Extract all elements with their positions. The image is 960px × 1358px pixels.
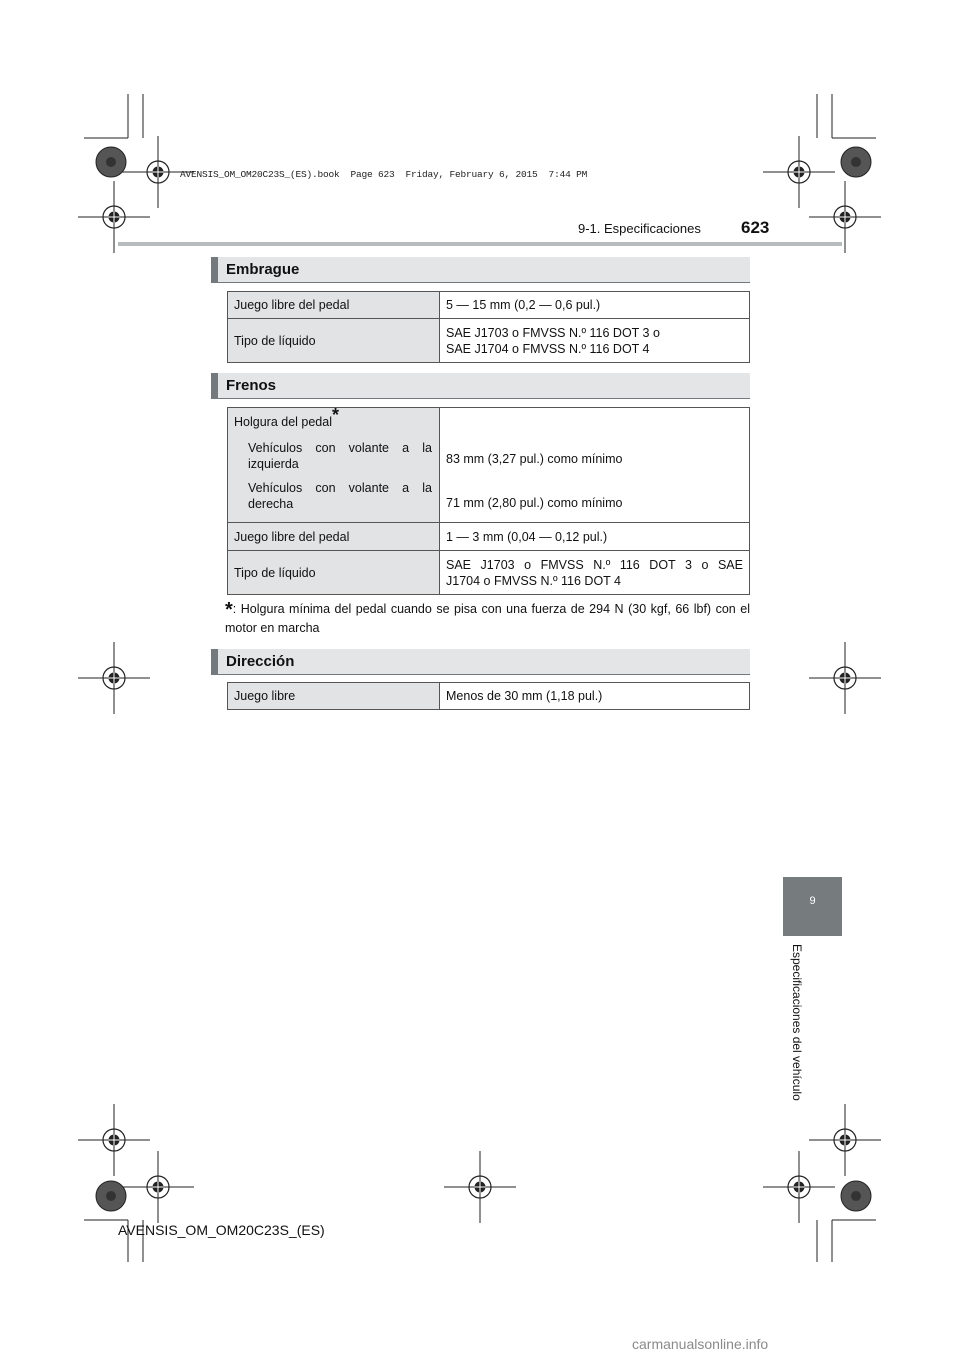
registration-mark-icon (78, 642, 150, 714)
section-title: 9-1. Especificaciones (578, 221, 701, 236)
footnote (225, 600, 750, 637)
row-value: Menos de 30 mm (1,18 pul.) (440, 683, 750, 710)
registration-mark-icon (78, 1104, 150, 1176)
right-hand-label: Vehículos con volante a la derecha (248, 481, 432, 511)
chapter-number: 9 (809, 895, 816, 907)
embrague-table (227, 291, 750, 363)
footnote-marker: * (332, 404, 340, 425)
embrague-title: Embrague (226, 261, 300, 278)
row-value (440, 319, 750, 363)
table-row (228, 319, 750, 363)
chapter-label: Especificaciones del vehículo (790, 944, 804, 1101)
color-rosette-icon (841, 1181, 871, 1211)
registration-mark-icon (763, 1151, 835, 1223)
row-value: 5 — 15 mm (0,2 — 0,6 pul.) (440, 292, 750, 319)
table-row (228, 683, 750, 710)
registration-mark-icon (809, 1104, 881, 1176)
footnote-text: : Holgura mínima del pedal cuando se pisa con una fuerza de 294 N (30 kgf, 66 lbf) con el motor en marcha (225, 602, 750, 635)
right-hand-value: 71 mm (2,80 pul.) como mínimo (446, 496, 623, 510)
registration-mark-icon (122, 1151, 194, 1223)
left-hand-value: 83 mm (3,27 pul.) como mínimo (446, 452, 623, 466)
chapter-tab (783, 877, 842, 936)
row-label: Juego libre (228, 683, 440, 710)
row-label: Tipo de líquido (228, 551, 440, 595)
book-info-line: AVENSIS_OM_OM20C23S_(ES).book Page 623 Friday, February 6, 2015 7:44 PM (180, 169, 588, 180)
watermark: carmanualsonline.info (632, 1336, 769, 1352)
footnote-marker: * (225, 599, 233, 621)
frenos-heading (211, 373, 750, 399)
holgura-label-cell (228, 404, 440, 523)
registration-mark-icon (809, 642, 881, 714)
direccion-title: Dirección (226, 653, 295, 670)
direccion-table (227, 682, 750, 710)
value-line: SAE J1704 o FMVSS N.º 116 DOT 4 (446, 341, 650, 356)
frenos-table (227, 404, 750, 595)
holgura-value-cell (440, 408, 750, 523)
table-row (228, 292, 750, 319)
registration-mark-icon (444, 1151, 516, 1223)
frenos-title: Frenos (226, 377, 277, 394)
row-label: Juego libre del pedal (228, 292, 440, 319)
registration-mark-icon (763, 136, 835, 208)
color-rosette-icon (96, 147, 126, 177)
row-value: 1 — 3 mm (0,04 — 0,12 pul.) (440, 523, 750, 551)
row-label: Tipo de líquido (228, 319, 440, 363)
table-row (228, 551, 750, 595)
direccion-heading (211, 649, 750, 675)
holgura-label: Holgura del pedal (234, 415, 332, 429)
left-hand-label: Vehículos con volante a la izquierda (248, 441, 432, 471)
footer-code: AVENSIS_OM_OM20C23S_(ES) (118, 1222, 325, 1238)
color-rosette-icon (96, 1181, 126, 1211)
value-line: SAE J1703 o FMVSS N.º 116 DOT 3 o SAE (446, 557, 743, 572)
value-line: SAE J1703 o FMVSS N.º 116 DOT 3 o (446, 325, 660, 340)
value-line: J1704 o FMVSS N.º 116 DOT 4 (446, 573, 622, 588)
header-rule (118, 242, 842, 246)
embrague-heading (211, 257, 750, 283)
table-row (228, 523, 750, 551)
row-value (440, 551, 750, 595)
table-row (228, 408, 750, 523)
row-label: Juego libre del pedal (228, 523, 440, 551)
color-rosette-icon (841, 147, 871, 177)
page-number: 623 (741, 218, 770, 237)
